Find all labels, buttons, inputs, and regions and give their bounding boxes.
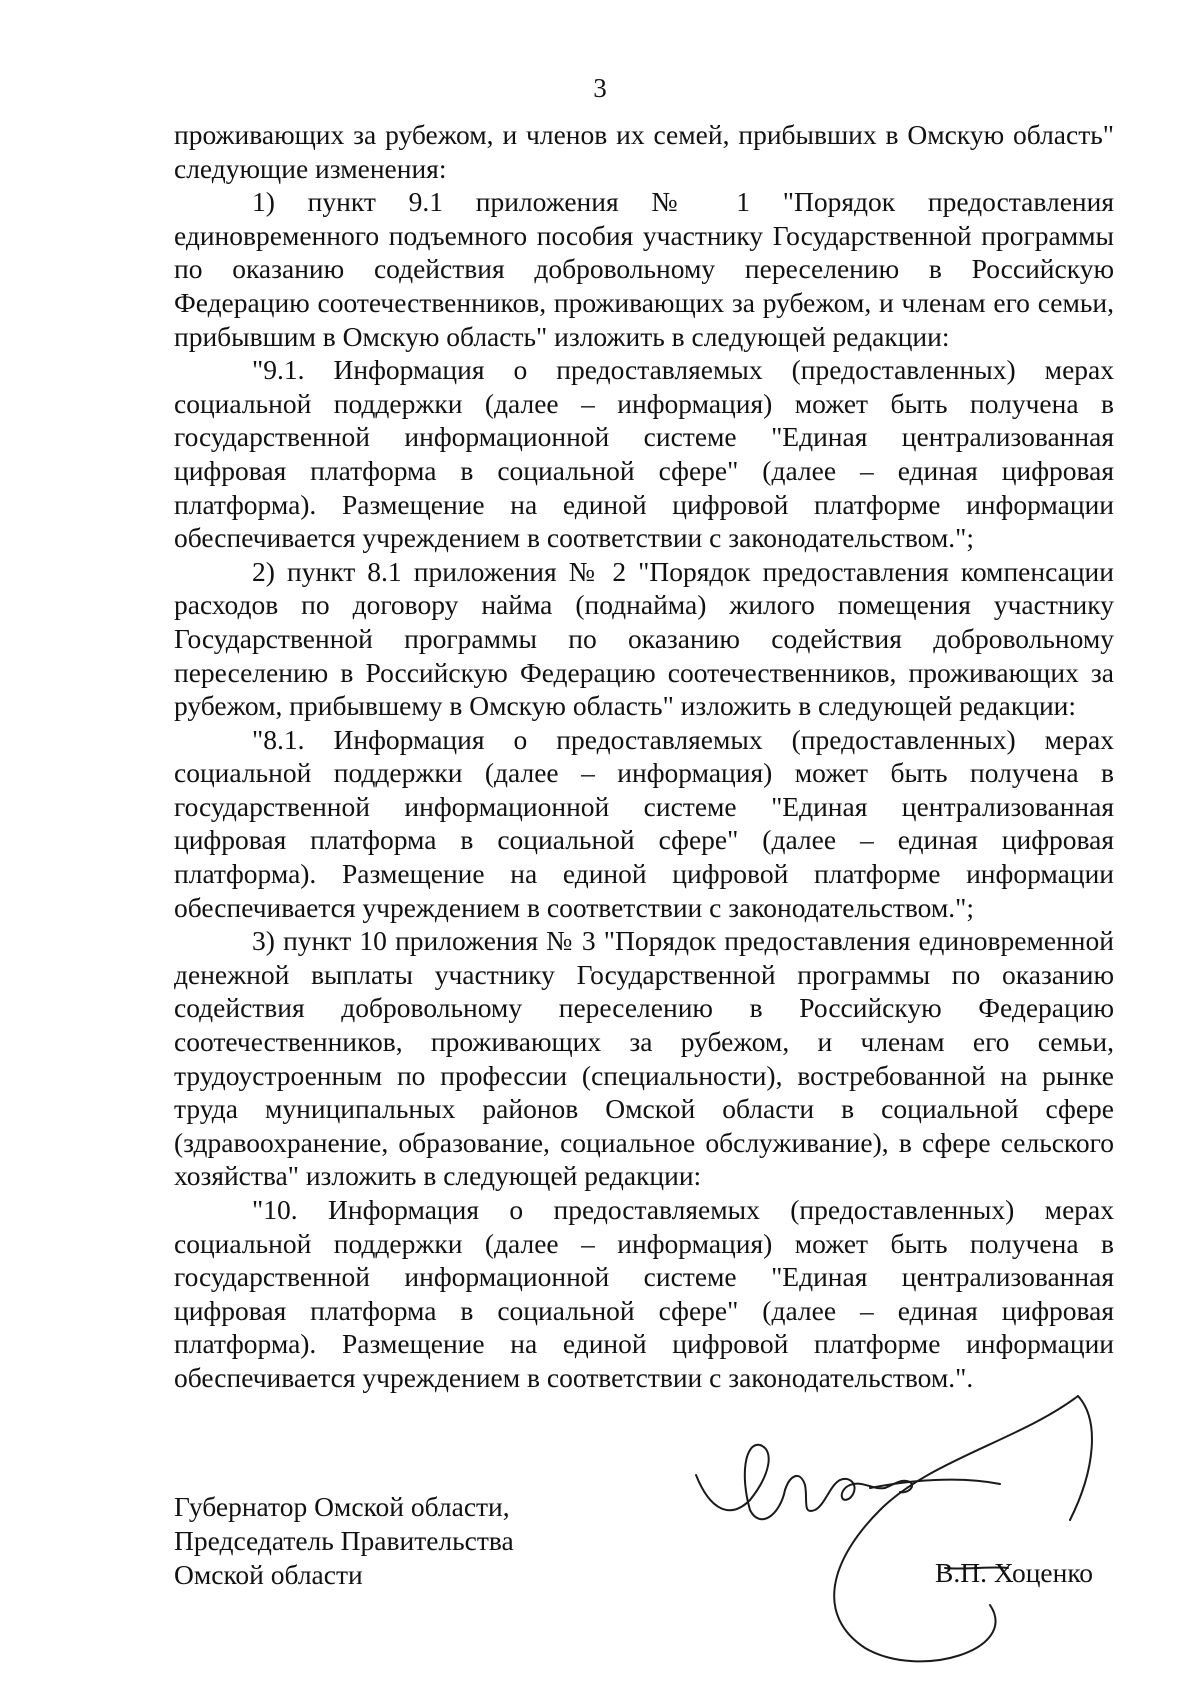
- signatory-title-line: Губернатор Омской области,: [174, 1491, 510, 1522]
- paragraph-continuation: проживающих за рубежом, и членов их семей, прибывших в Омскую область" следующие изменения:: [174, 119, 1114, 184]
- paragraph-item-2: 2) пункт 8.1 приложения № 2 "Порядок предоставления компенсации расходов по договору найма (поднайма) жилого помещения участнику Государственной программы по оказанию содействия добровольному переселению в Российскую Федерацию соотечественников, проживающих за рубежом, прибывшему в Омскую область" изложить в следующей редакции:: [174, 555, 1114, 722]
- signatory-title-line: Председатель Правительства: [174, 1525, 514, 1556]
- signatory-title-line: Омской области: [174, 1559, 363, 1590]
- signatory-title: [174, 1490, 514, 1592]
- paragraph-item-1: 1) пункт 9.1 приложения № 1 "Порядок предоставления единовременного подъемного пособия участнику Государственной программы по оказанию содействия добровольному переселению в Российскую Федерацию соотечественников, проживающих за рубежом, и членам его семьи, прибывшим в Омскую область" изложить в следующей редакции:: [174, 186, 1114, 352]
- page-number: 3: [593, 73, 607, 103]
- signatory-name: В.П. Хоценко: [935, 1557, 1094, 1588]
- paragraph-quote-9-1: "9.1. Информация о предоставляемых (предоставленных) мерах социальной поддержки (далее – информация) может быть получена в государственной информационной системе "Единая централизованная цифровая платформа в социальной сфере" (далее – единая цифровая платформа). Размещение на единой цифровой платформе информации обеспечивается учреждением в соответствии с законодательством.";: [174, 354, 1114, 554]
- paragraph-item-3: 3) пункт 10 приложения № 3 "Порядок предоставления единовременной денежной выплаты участнику Государственной программы по оказанию содействия добровольному переселению в Российскую Федерацию соотечественников, проживающих за рубежом, и членам его семьи, трудоустроенным по профессии (специальности), востребованной на рынке труда муниципальных районов Омской области в социальной сфере (здравоохранение, образование, социальное обслуживание), в сфере сельского хозяйства" изложить в следующей редакции:: [174, 925, 1114, 1192]
- paragraph-quote-8-1: "8.1. Информация о предоставляемых (предоставленных) мерах социальной поддержки (далее – информация) может быть получена в государственной информационной системе "Единая централизованная цифровая платформа в социальной сфере" (далее – единая цифровая платформа). Размещение на единой цифровой платформе информации обеспечивается учреждением в соответствии с законодательством.";: [174, 723, 1114, 923]
- paragraph-quote-10: "10. Информация о предоставляемых (предоставленных) мерах социальной поддержки (далее – информация) может быть получена в государственной информационной системе "Единая централизованная цифровая платформа в социальной сфере" (далее – единая цифровая платформа). Размещение на единой цифровой платформе информации обеспечивается учреждением в соответствии с законодательством.".: [174, 1194, 1114, 1393]
- document-body: [174, 118, 1114, 1395]
- handwritten-signature: [690, 1380, 1110, 1680]
